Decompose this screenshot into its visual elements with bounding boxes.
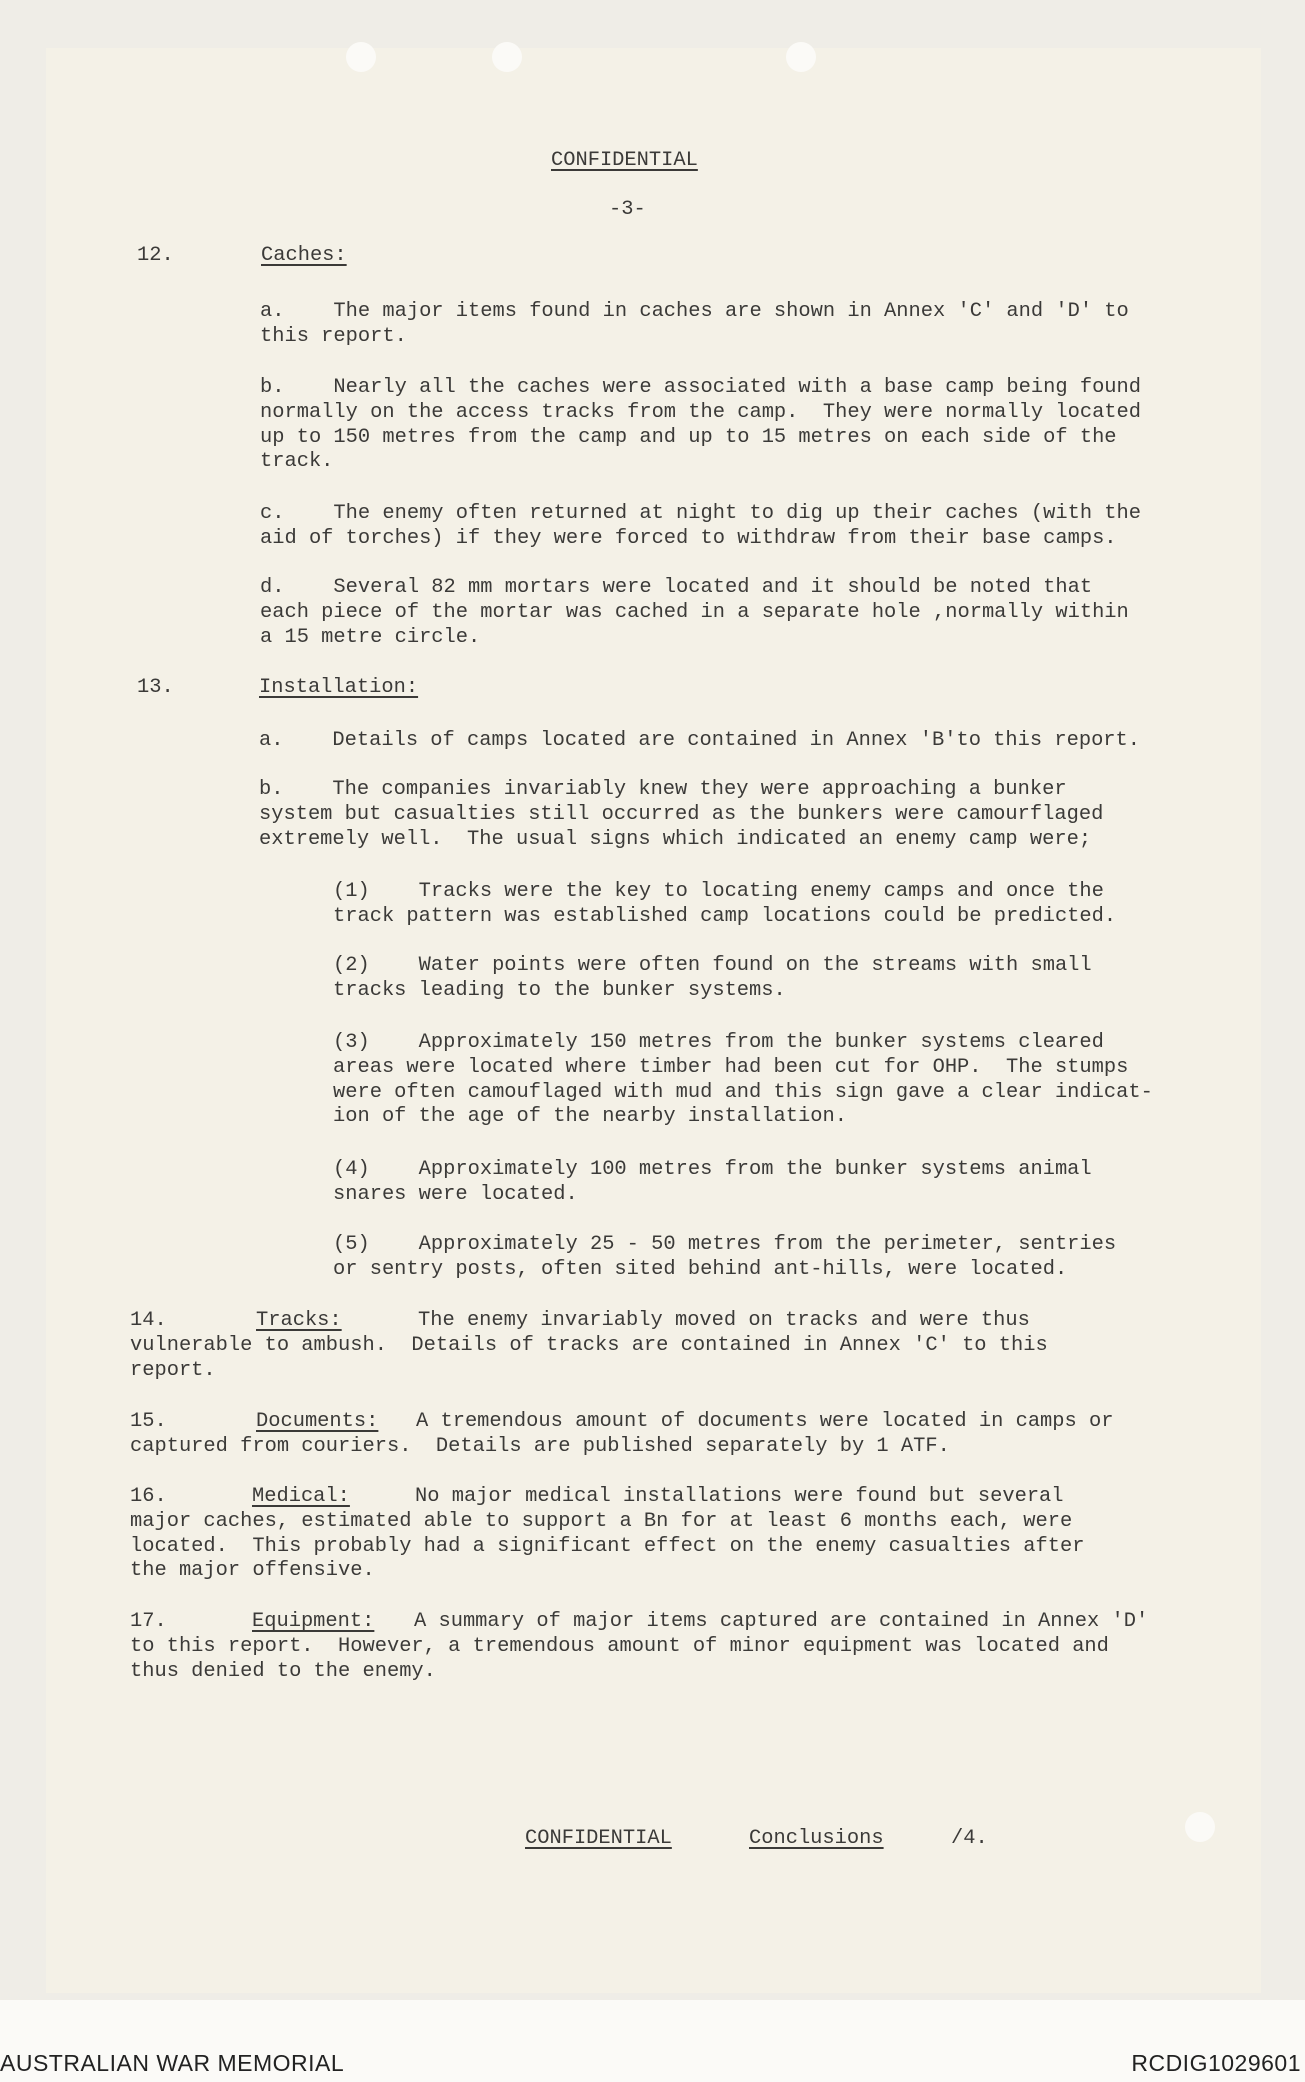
section-16 <box>130 1485 1230 1584</box>
section-13b-item-2 <box>333 954 1092 1004</box>
text-line: track. <box>260 450 334 474</box>
section-12-number: 12. <box>137 244 174 267</box>
text-line: this report. <box>260 324 407 348</box>
text-line: areas were located where timber had been cut for OHP. The stumps <box>333 1055 1129 1079</box>
text-line: were often camouflaged with mud and this sign gave a clear indicat- <box>333 1080 1153 1104</box>
text-line: thus denied to the enemy. <box>130 1659 436 1683</box>
section-13b <box>259 778 1103 852</box>
section-16-first-line <box>130 1485 1230 1510</box>
section-17-number: 17. <box>130 1610 167 1633</box>
text-line: each piece of the mortar was cached in a separate hole ,normally within <box>260 600 1129 624</box>
section-12d <box>260 576 1129 650</box>
section-15-heading: Documents: <box>256 1410 379 1433</box>
punch-hole <box>1185 1812 1215 1842</box>
text-line: track pattern was established camp locations could be predicted. <box>333 904 1117 928</box>
record-id-caption: RCDIG1029601 <box>1131 2050 1301 2076</box>
text-line: b. Nearly all the caches were associated with a base camp being found <box>260 376 1142 399</box>
section-13-number: 13. <box>137 676 174 699</box>
text-line: up to 150 metres from the camp and up to 15 metres on each side of the <box>260 425 1117 449</box>
section-12c <box>260 502 1141 552</box>
section-13b-item-1 <box>333 880 1116 930</box>
section-17-text: A summary of major items captured are contained in Annex 'D' <box>414 1610 1149 1633</box>
text-line: snares were located. <box>333 1182 578 1206</box>
section-12b <box>260 376 1141 475</box>
section-16-number: 16. <box>130 1485 167 1508</box>
section-15 <box>130 1410 1230 1460</box>
text-line: located. This probably had a significant effect on the enemy casualties after <box>130 1534 1085 1558</box>
section-17-first-line <box>130 1610 1230 1635</box>
section-15-first-line <box>130 1410 1230 1435</box>
institution-caption: AUSTRALIAN WAR MEMORIAL <box>0 2050 345 2076</box>
section-13a <box>259 729 1140 754</box>
punch-hole <box>492 42 522 72</box>
section-16-heading: Medical: <box>252 1485 350 1508</box>
text-line: c. The enemy often returned at night to dig up their caches (with the <box>260 502 1142 525</box>
text-line: ion of the age of the nearby installation. <box>333 1105 847 1129</box>
section-14-heading: Tracks: <box>256 1309 342 1332</box>
section-14-text: The enemy invariably moved on tracks and were thus <box>418 1309 1030 1332</box>
section-12-heading: Caches: <box>261 244 347 267</box>
text-line: normally on the access tracks from the camp. They were normally located <box>260 400 1142 424</box>
classification-header: CONFIDENTIAL <box>551 149 698 172</box>
punch-hole <box>346 42 376 72</box>
section-13b-item-3 <box>333 1031 1153 1130</box>
section-13b-item-4 <box>333 1158 1092 1208</box>
section-13-heading: Installation: <box>259 676 419 699</box>
section-13b-item-5 <box>333 1233 1116 1283</box>
section-14-number: 14. <box>130 1309 167 1332</box>
section-14 <box>130 1309 1230 1383</box>
section-17-heading: Equipment: <box>252 1610 375 1633</box>
section-15-number: 15. <box>130 1410 167 1433</box>
text-line: or sentry posts, often sited behind ant-hills, were located. <box>333 1257 1068 1281</box>
text-line: vulnerable to ambush. Details of tracks are contained in Annex 'C' to this <box>130 1333 1048 1357</box>
text-line: a. The major items found in caches are shown in Annex 'C' and 'D' to <box>260 300 1129 323</box>
section-14-first-line <box>130 1309 1230 1334</box>
text-line: captured from couriers. Details are published separately by 1 ATF. <box>130 1434 950 1458</box>
text-line: b. The companies invariably knew they were approaching a bunker <box>259 778 1067 801</box>
section-15-text: A tremendous amount of documents were located in camps or <box>416 1410 1114 1433</box>
section-17 <box>130 1610 1230 1684</box>
text-line: major caches, estimated able to support a Bn for at least 6 months each, were <box>130 1509 1073 1533</box>
text-line: the major offensive. <box>130 1559 375 1583</box>
text-line: system but casualties still occurred as the bunkers were camourflaged <box>259 802 1104 826</box>
text-line: (5) Approximately 25 - 50 metres from the perimeter, sentries <box>333 1233 1117 1256</box>
text-line: to this report. However, a tremendous amount of minor equipment was located and <box>130 1634 1109 1658</box>
page-number: -3- <box>609 198 646 221</box>
text-line: (3) Approximately 150 metres from the bunker systems cleared <box>333 1031 1104 1054</box>
text-line: a 15 metre circle. <box>260 625 481 649</box>
text-line: extremely well. The usual signs which indicated an enemy camp were; <box>259 827 1092 851</box>
text-line: (1) Tracks were the key to locating enemy camps and once the <box>333 880 1104 903</box>
text-line: a. Details of camps located are contained in Annex 'B'to this report. <box>259 729 1141 752</box>
text-line: aid of torches) if they were forced to withdraw from their base camps. <box>260 526 1117 550</box>
footer-classification: CONFIDENTIAL <box>525 1827 672 1850</box>
text-line: tracks leading to the bunker systems. <box>333 978 786 1002</box>
section-12a <box>260 300 1129 350</box>
punch-hole <box>786 42 816 72</box>
text-line: d. Several 82 mm mortars were located and it should be noted that <box>260 576 1093 599</box>
text-line: (2) Water points were often found on the streams with small <box>333 954 1092 977</box>
footer-next-page: /4. <box>951 1827 988 1850</box>
text-line: (4) Approximately 100 metres from the bunker systems animal <box>333 1158 1092 1181</box>
footer-next-heading: Conclusions <box>749 1827 884 1850</box>
section-16-text: No major medical installations were found but several <box>415 1485 1064 1508</box>
text-line: report. <box>130 1358 216 1382</box>
